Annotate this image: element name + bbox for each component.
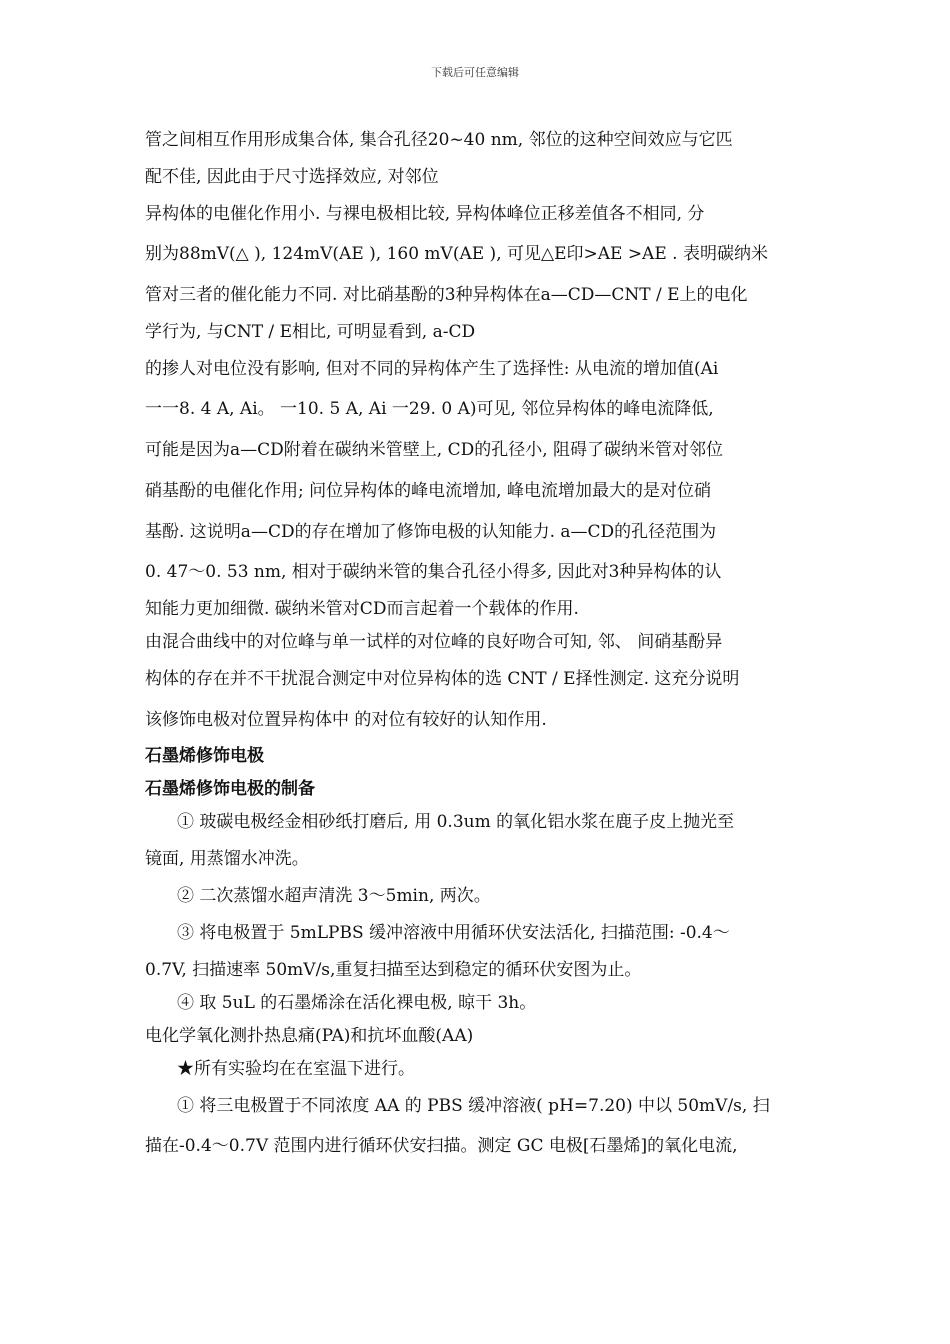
step-line: ① 将三电极置于不同浓度 AA 的 PBS 缓冲溶液( pH=7.20) 中以 50mV/s, 扫	[177, 1095, 770, 1116]
paragraph-line: 别为88mV(△ ), 124mV(AE ), 160 mV(AE ), 可见△E印>AE >AE . 表明碳纳米	[145, 244, 768, 265]
paragraph-line: 的掺人对电位没有影响, 但对不同的异构体产生了选择性: 从电流的增加值(Ai	[145, 358, 719, 379]
paragraph-line: 一一8. 4 A, Ai。 一10. 5 A, Ai 一29. 0 A)可见, 邻位异构体的峰电流降低,	[145, 399, 714, 420]
step-line: 描在-0.4～0.7V 范围内进行循环伏安扫描。测定 GC 电极[石墨烯]的氧化电流,	[145, 1136, 738, 1157]
paragraph-line: 该修饰电极对位置异构体中 的对位有较好的认知作用.	[145, 709, 547, 730]
paragraph-line: 异构体的电催化作用小. 与裸电极相比较, 异构体峰位正移差值各不相同, 分	[145, 203, 705, 224]
paragraph-line: 管对三者的催化能力不同. 对比硝基酚的3种异构体在a—CD—CNT / E上的电化	[145, 285, 748, 306]
paragraph-line: 电化学氧化测扑热息痛(PA)和抗坏血酸(AA)	[145, 1025, 474, 1046]
section-heading: 石墨烯修饰电极	[145, 746, 264, 767]
paragraph-line: 基酚. 这说明a—CD的存在增加了修饰电极的认知能力. a—CD的孔径范围为	[145, 521, 717, 542]
document-body	[145, 120, 825, 1167]
step-line: ④ 取 5uL 的石墨烯涂在活化裸电极, 晾干 3h。	[177, 992, 537, 1013]
step-line: 0.7V, 扫描速率 50mV/s,重复扫描至达到稳定的循环伏安图为止。	[145, 959, 642, 980]
paragraph-line: 构体的存在并不干扰混合测定中对位异构体的选 CNT / E择性测定. 这充分说明	[145, 668, 740, 689]
paragraph-line: 管之间相互作用形成集合体, 集合孔径20~40 nm, 邻位的这种空间效应与它匹	[145, 130, 733, 150]
note-line: ★所有实验均在在室温下进行。	[177, 1058, 415, 1079]
paragraph-line: 配不佳, 因此由于尺寸选择效应, 对邻位	[145, 166, 439, 187]
paragraph-line: 由混合曲线中的对位峰与单一试样的对位峰的良好吻合可知, 邻、 间硝基酚异	[145, 631, 723, 652]
step-line: ② 二次蒸馏水超声清洗 3～5min, 两次。	[177, 885, 491, 906]
paragraph-line: 学行为, 与CNT / E相比, 可明显看到, a-CD	[145, 321, 476, 342]
subsection-heading: 石墨烯修饰电极的制备	[145, 779, 315, 800]
paragraph-line: 知能力更加细微. 碳纳米管对CD而言起着一个载体的作用.	[145, 598, 579, 619]
step-line: 镜面, 用蒸馏水冲洗。	[145, 849, 309, 870]
step-line: ① 玻碳电极经金相砂纸打磨后, 用 0.3um 的氧化铝水浆在鹿子皮上抛光至	[177, 812, 735, 833]
step-line: ③ 将电极置于 5mLPBS 缓冲溶液中用循环伏安法活化, 扫描范围: -0.4～	[177, 922, 730, 943]
paragraph-line: 可能是因为a—CD附着在碳纳米管壁上, CD的孔径小, 阻碍了碳纳米管对邻位	[145, 440, 724, 461]
paragraph-line: 0. 47～0. 53 nm, 相对于碳纳米管的集合孔径小得多, 因此对3种异构体的认	[145, 562, 722, 583]
page-header: 下载后可任意编辑	[431, 66, 519, 79]
paragraph-line: 硝基酚的电催化作用; 问位异构体的峰电流增加, 峰电流增加最大的是对位硝	[145, 480, 711, 501]
